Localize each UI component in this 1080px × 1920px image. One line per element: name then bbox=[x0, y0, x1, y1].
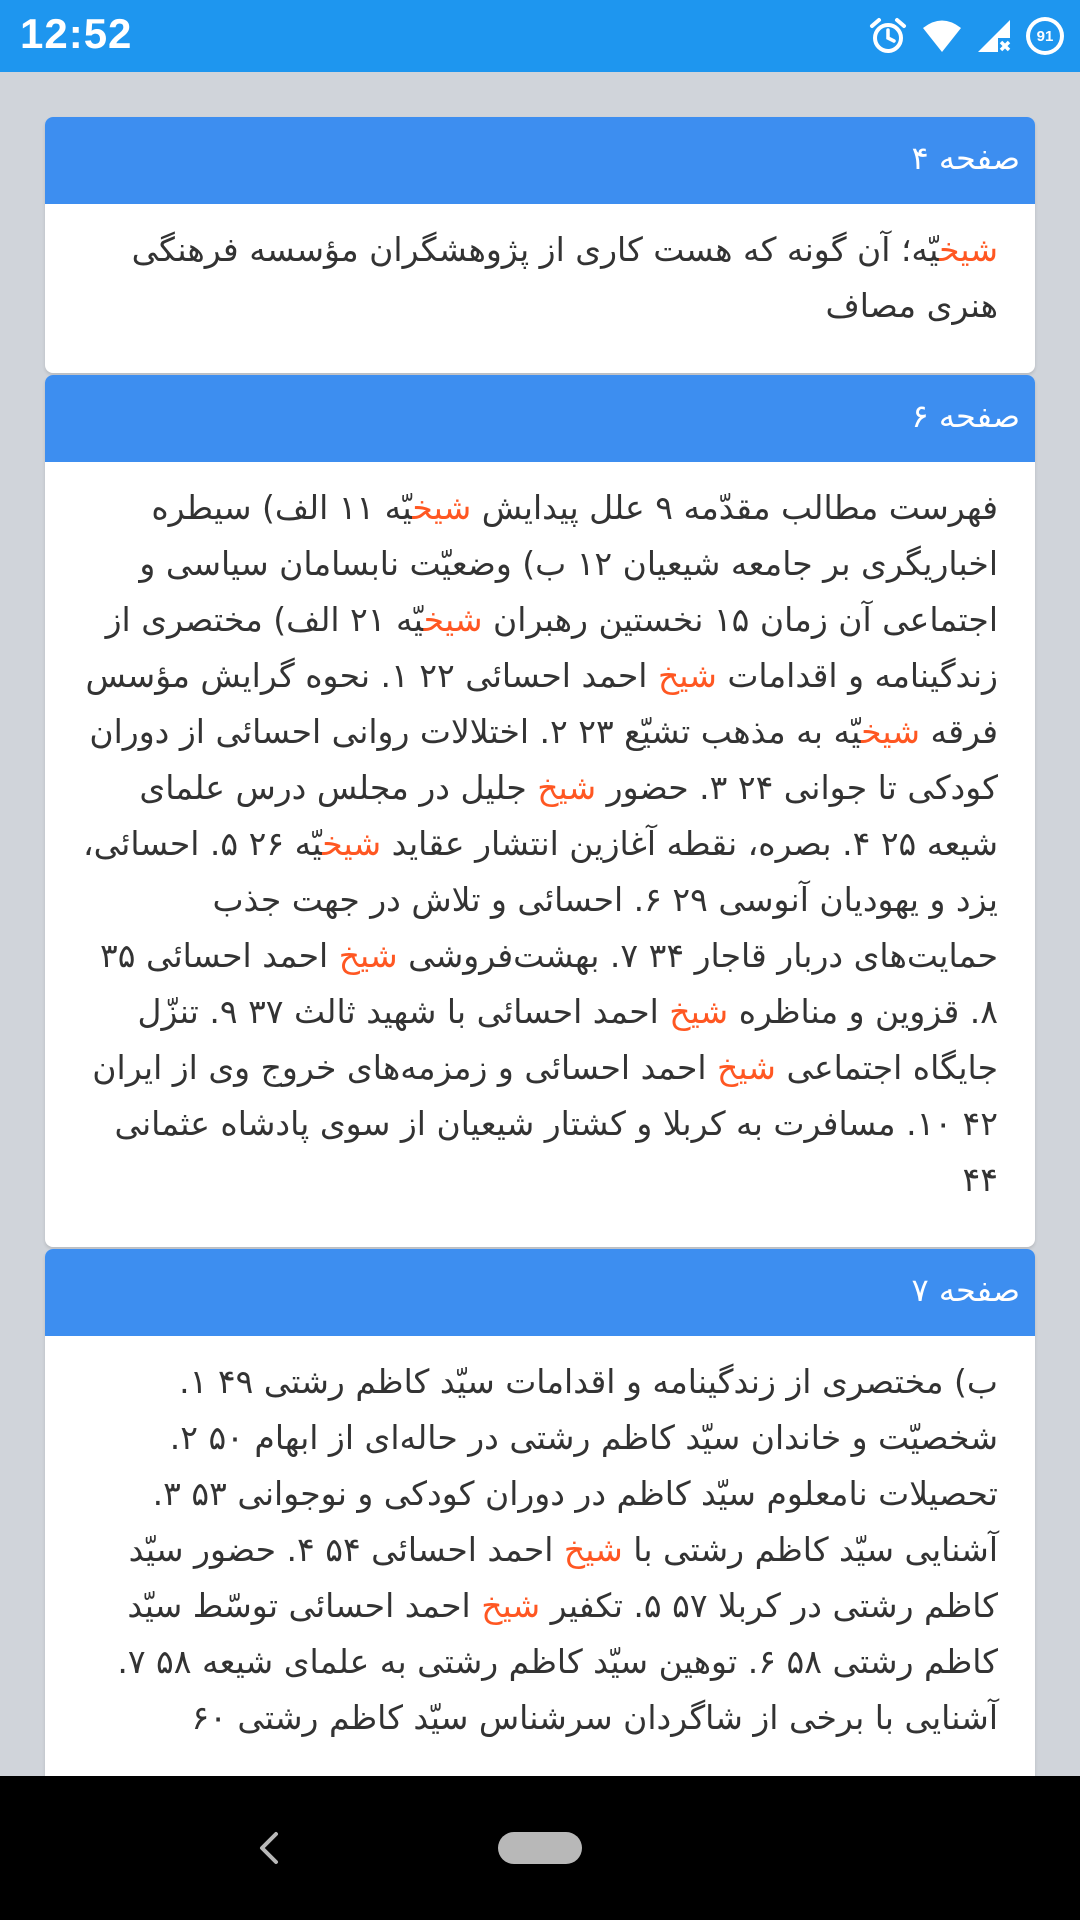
status-icons bbox=[868, 14, 1064, 58]
highlighted-term: شیخ bbox=[423, 600, 483, 639]
result-text: یّه ۲۶ ۵. احسائی، یزد و یهودیان آنوسی ۲۹ ۶. احسائی و تلاش در جهت جذب حمایت‌های دربار قاجار ۳۴ ۷. بهشت‌فروشی bbox=[83, 824, 998, 975]
back-icon[interactable] bbox=[254, 1830, 284, 1866]
highlighted-term: شیخ bbox=[939, 230, 998, 269]
highlighted-term: شیخ bbox=[412, 488, 472, 527]
result-text: احمد احسائی ۲۲ ۱. نحوه گرایش مؤسس فرقه bbox=[85, 656, 998, 751]
status-bar bbox=[0, 0, 1080, 72]
signal-off-icon bbox=[976, 18, 1012, 54]
status-time: 12:52 bbox=[20, 10, 133, 57]
highlighted-term: شیخ bbox=[481, 1586, 541, 1625]
highlighted-term: شیخ bbox=[657, 656, 717, 695]
result-text: یّه؛ آن گونه که هست کاری از پژوهشگران مؤسسه فرهنگی هنری مصاف bbox=[131, 230, 998, 325]
search-results-list[interactable] bbox=[0, 72, 1080, 1776]
wifi-icon bbox=[922, 19, 962, 53]
result-card-body bbox=[45, 204, 1035, 334]
notification-count: 91 bbox=[1036, 27, 1054, 45]
notification-count-icon bbox=[1026, 17, 1064, 55]
highlighted-term: شیخ bbox=[669, 992, 729, 1031]
result-text: احمد احسائی و زمزمه‌های خروج وی از ایران ۴۲ ۱۰. مسافرت به کربلا و کشتار شیعیان از سوی پادشاه عثمانی ۴۴ bbox=[92, 1048, 998, 1199]
result-card-header: صفحه ۴ bbox=[45, 117, 1035, 204]
highlighted-term: شیخ bbox=[322, 824, 382, 863]
result-text: جلیل در مجلس درس علمای شیعه ۲۵ ۴. بصره، نقطه آغازین انتشار عقاید bbox=[139, 768, 998, 863]
result-text: احمد احسائی با شهید ثالث ۳۷ ۹. تنزّل جایگاه اجتماعی bbox=[137, 992, 998, 1087]
result-text: فهرست مطالب مقدّمه ۹ علل پیدایش bbox=[471, 488, 998, 527]
result-text: ب) مختصری از زندگینامه و اقدامات سیّد کاظم رشتی ۴۹ ۱. شخصیّت و خاندان سیّد کاظم رشتی در حاله‌ای از ابهام ۵۰ ۲. تحصیلات نامعلوم سیّد کاظم در دوران کودکی و نوجوانی ۵۳ ۳. آشنایی سیّد کاظم رشتی با bbox=[152, 1362, 998, 1569]
highlighted-term: شیخ bbox=[861, 712, 921, 751]
highlighted-term: شیخ bbox=[537, 768, 597, 807]
result-card[interactable] bbox=[45, 117, 1035, 373]
result-card-body bbox=[45, 462, 1035, 1208]
result-card[interactable] bbox=[45, 375, 1035, 1247]
result-text: یّه ۲۱ الف) مختصری از زندگینامه و اقدامات bbox=[105, 600, 998, 695]
result-text: احمد احسائی ۵۴ ۴. حضور سیّد کاظم رشتی در کربلا ۵۷ ۵. تکفیر bbox=[128, 1530, 998, 1625]
result-card-body bbox=[45, 1336, 1035, 1746]
result-text: احمد احسائی توسّط سیّد کاظم رشتی ۵۸ ۶. توهین سیّد کاظم رشتی به علمای شیعه ۵۸ ۷. آشنایی با برخی از شاگردان سرشناس سیّد کاظم رشتی ۶۰ bbox=[117, 1586, 998, 1737]
highlighted-term: شیخ bbox=[563, 1530, 623, 1569]
result-text: احمد احسائی ۳۵ ۸. قزوین و مناظره bbox=[100, 936, 998, 1031]
highlighted-term: شیخ bbox=[717, 1048, 776, 1087]
alarm-icon bbox=[868, 16, 908, 56]
highlighted-term: شیخ bbox=[338, 936, 398, 975]
home-pill-icon[interactable] bbox=[498, 1832, 582, 1864]
result-card[interactable] bbox=[45, 1249, 1035, 1776]
result-text: یّه ۱۱ الف) سیطره اخباریگری بر جامعه شیعیان ۱۲ ب) وضعیّت نابسامان سیاسی و اجتماعی آن زمان ۱۵ نخستین رهبران bbox=[139, 488, 998, 639]
navigation-bar bbox=[0, 1776, 1080, 1920]
result-text: یّه به مذهب تشیّع ۲۳ ۲. اختلالات روانی احسائی از دوران کودکی تا جوانی ۲۴ ۳. حضور bbox=[89, 712, 998, 807]
result-card-header: صفحه ۶ bbox=[45, 375, 1035, 462]
result-card-header: صفحه ۷ bbox=[45, 1249, 1035, 1336]
